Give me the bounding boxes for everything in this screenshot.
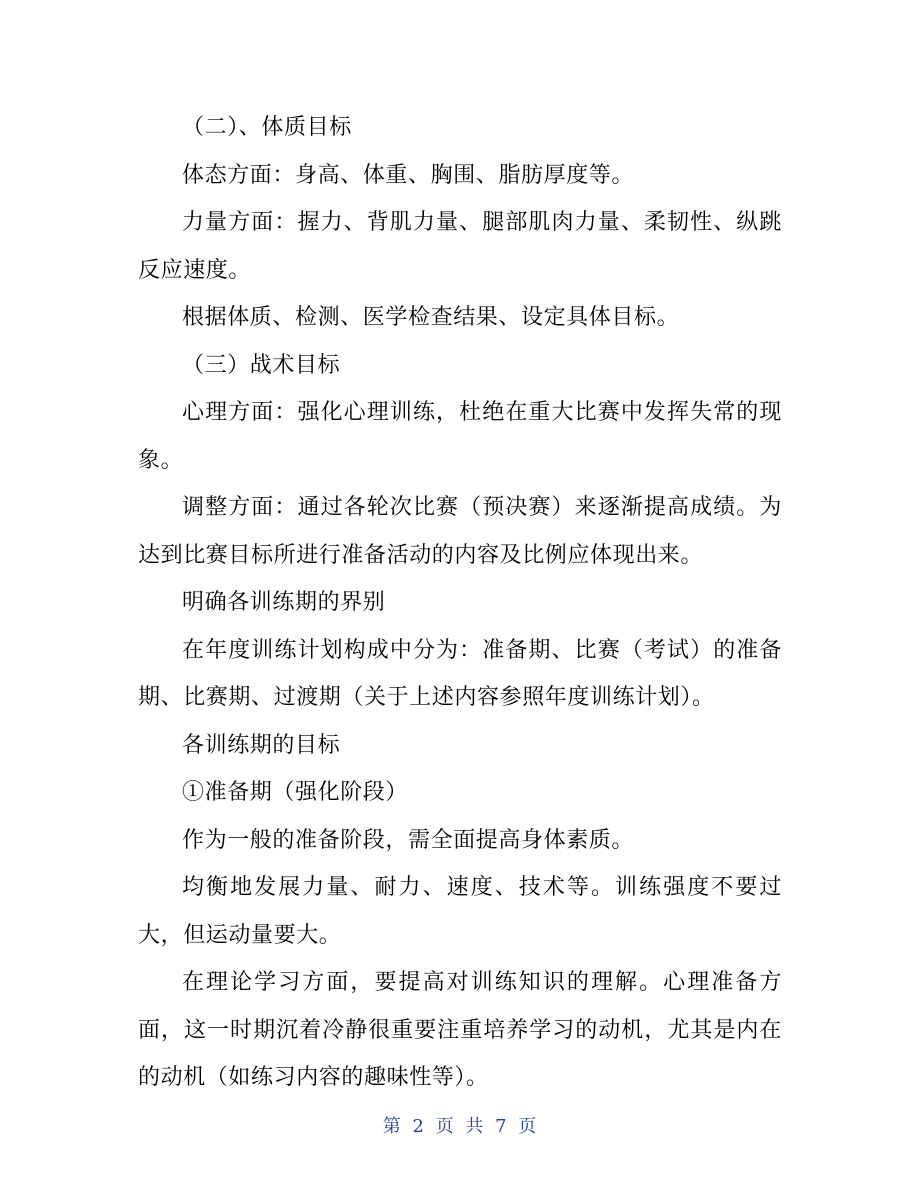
footer-total-pages: 7	[495, 1116, 508, 1137]
paragraph-annual-plan: 在年度训练计划构成中分为：准备期、比赛（考试）的准备期、比赛期、过渡期（关于上述内容参照年度训练计划）。	[138, 637, 782, 710]
heading-training-periods: 明确各训练期的界别	[182, 590, 386, 615]
paragraph-psychology: 心理方面：强化心理训练，杜绝在重大比赛中发挥失常的现象。	[138, 400, 782, 473]
heading-period-goals: 各训练期的目标	[182, 732, 341, 758]
document-body	[138, 104, 782, 1102]
paragraph-theory-study: 在理论学习方面，要提高对训练知识的理解。心理准备方面，这一时期沉着冷静很重要注重培养学习的动机，尤其是内在的动机（如练习内容的趣味性等）。	[138, 970, 782, 1090]
paragraph-general-preparation: 作为一般的准备阶段，需全面提高身体素质。	[182, 827, 635, 853]
footer-current-page: 2	[412, 1116, 425, 1137]
paragraph-physique-goals: 根据体质、检测、医学检查结果、设定具体目标。	[182, 305, 680, 330]
paragraph-balanced-development: 均衡地发展力量、耐力、速度、技术等。训练强度不要过大，但运动量要大。	[138, 875, 782, 948]
page-footer	[0, 1112, 920, 1138]
footer-prefix: 第	[382, 1116, 402, 1137]
section-heading-tactics: （三）战术目标	[182, 352, 341, 378]
heading-preparation-period: ①准备期（强化阶段）	[182, 780, 409, 805]
paragraph-adjustment: 调整方面：通过各轮次比赛（预决赛）来逐渐提高成绩。为达到比赛目标所进行准备活动的内容及比例应体现出来。	[138, 495, 782, 568]
paragraph-strength: 力量方面：握力、背肌力量、腿部肌肉力量、柔韧性、纵跳反应速度。	[138, 210, 782, 283]
section-heading-physique: （二）、体质目标	[182, 115, 352, 140]
footer-page-label: 页	[435, 1116, 455, 1137]
footer-total-label: 共	[465, 1116, 485, 1137]
paragraph-posture: 体态方面：身高、体重、胸围、脂肪厚度等。	[182, 162, 635, 188]
footer-suffix: 页	[518, 1116, 538, 1137]
